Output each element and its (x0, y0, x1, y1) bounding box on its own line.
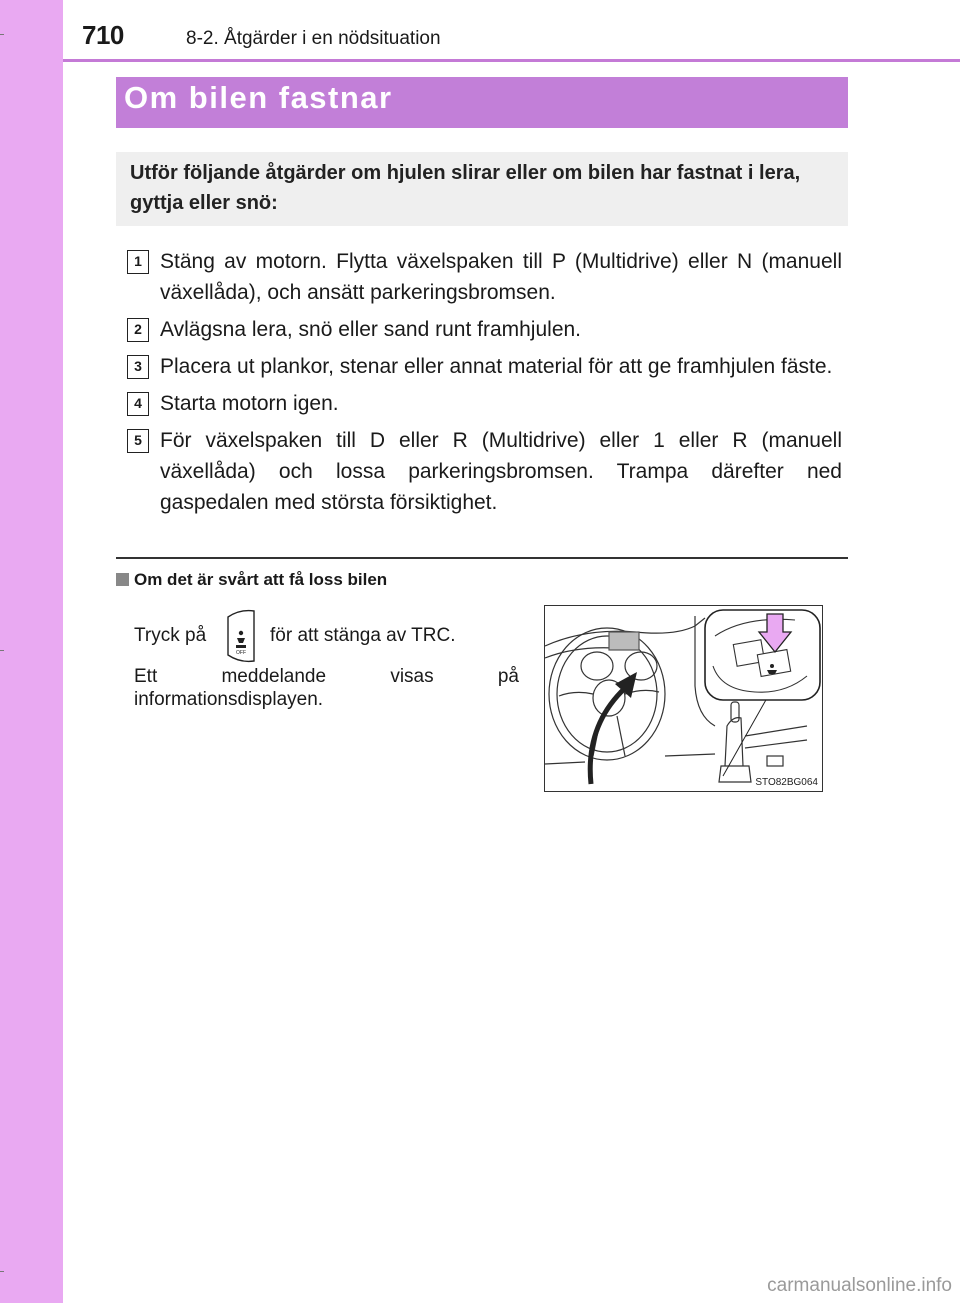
square-bullet-icon (116, 573, 129, 586)
step-number: 5 (127, 429, 149, 453)
steps-list (127, 246, 842, 524)
dashboard-drawing (545, 606, 823, 792)
crop-mark (0, 650, 4, 651)
trc-off-button-icon (220, 607, 260, 665)
step-text: Stäng av motorn. Flytta växelspaken till P (Multidrive) eller N (manuell växellåda), och ansätt parkeringsbromsen. (160, 250, 842, 304)
subsection-heading-text: Om det är svårt att få loss bilen (134, 570, 388, 589)
subsection-heading (116, 570, 387, 590)
svg-text:OFF: OFF (236, 650, 246, 656)
dashboard-illustration (544, 605, 823, 792)
step-number: 1 (127, 250, 149, 274)
intro-text: Utför följande åtgärder om hjulen slirar eller om bilen har fastnat i lera, gyttja eller snö: (130, 162, 801, 214)
figure-code: STO82BG064 (755, 777, 818, 788)
step-number: 3 (127, 355, 149, 379)
step-2 (127, 314, 842, 345)
press-suffix: för att stänga av TRC. (270, 625, 456, 646)
section-title: 8-2. Åtgärder i en nödsituation (186, 28, 441, 49)
step-1 (127, 246, 842, 308)
page-number: 710 (82, 20, 124, 50)
step-3 (127, 351, 842, 382)
watermark: carmanualsonline.info (767, 1275, 952, 1296)
side-strip (0, 0, 63, 1303)
crop-mark (0, 34, 4, 35)
step-text: Starta motorn igen. (160, 392, 339, 415)
step-5 (127, 425, 842, 518)
page-title: Om bilen fastnar (124, 80, 393, 115)
crop-mark (0, 1271, 4, 1272)
step-number: 4 (127, 392, 149, 416)
step-text: Avlägsna lera, snö eller sand runt framhjulen. (160, 318, 582, 341)
intro-box (116, 152, 848, 226)
section-divider (116, 557, 848, 559)
step-number: 2 (127, 318, 149, 342)
step-text: Placera ut plankor, stenar eller annat material för att ge framhjulen fäste. (160, 355, 833, 378)
press-prefix: Tryck på (134, 625, 207, 646)
step-4 (127, 388, 842, 419)
step-text: För växelspaken till D eller R (Multidrive) eller 1 eller R (manuell växellåda) och lossa parkeringsbromsen. Trampa därefter ned gaspedalen med största försiktighet. (160, 429, 842, 514)
message-note: Ett meddelande visas på informationsdisplayen. (134, 666, 519, 710)
header-rule (63, 59, 960, 62)
